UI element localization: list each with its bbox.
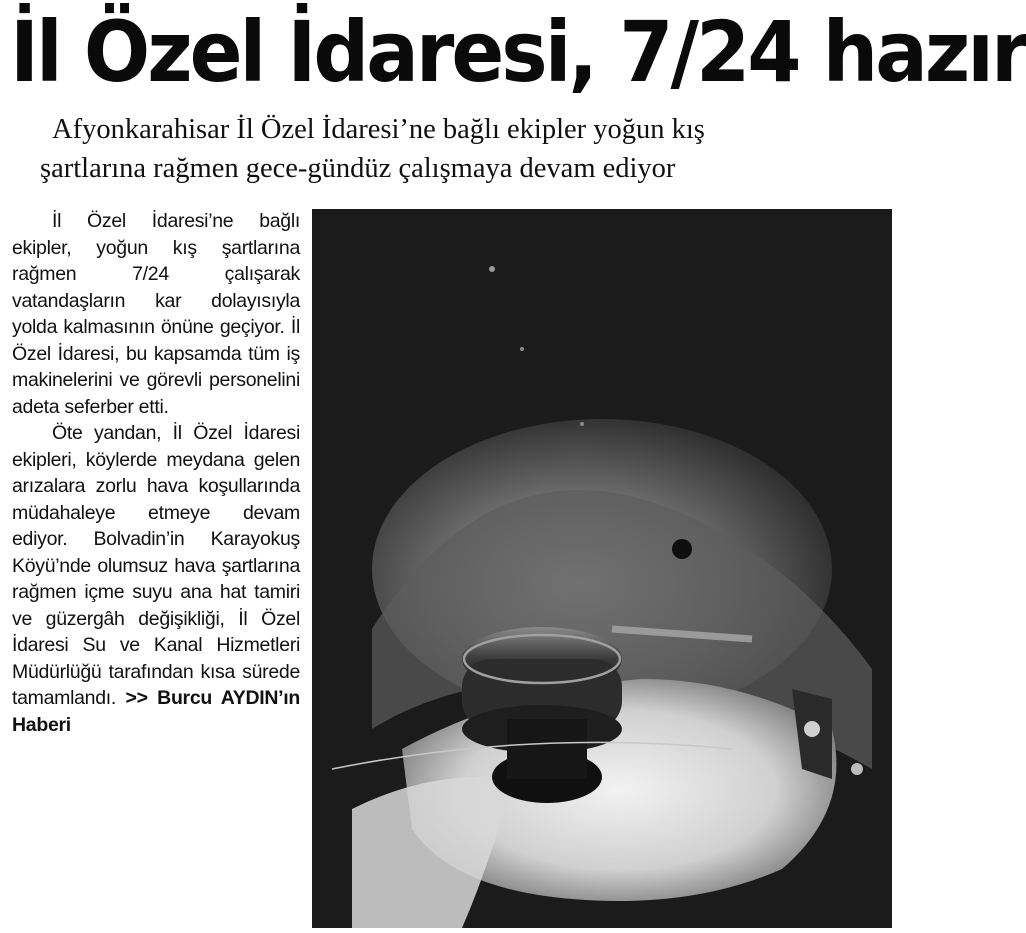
article-paragraph-1: İl Özel İdaresi’ne bağlı ekipler, yoğun kış şartlarına rağmen 7/24 çalışarak vatandaşların kar dolayısıyla yolda kalmasının önüne geçiyor. İl Özel İdaresi, bu kapsamda tüm iş makinelerini ve görevli personelini adeta seferber etti. xyxy=(12,210,300,418)
article-body xyxy=(12,208,300,738)
subheadline xyxy=(40,110,890,188)
byline: >> Burcu AYDIN’ın Haberi xyxy=(12,687,300,736)
article-paragraph-2 xyxy=(12,420,300,738)
article-paragraph-2-text: Öte yandan, İl Özel İdaresi ekipleri, köylerde meydana gelen arızalara zorlu hava koşullarında müdahaleye etmeye devam ediyor. Bolvadin’in Karayokuş Köyü’nde olumsuz hava şartlarına rağmen içme suyu ana hat tamiri ve güzergâh değişikliği, İl Özel İdaresi Su ve Kanal Hizmetleri Müdürlüğü tarafından kısa sürede tamamlandı. xyxy=(12,422,300,709)
subheadline-line-1: Afyonkarahisar İl Özel İdaresi’ne bağlı ekipler yoğun kış xyxy=(52,114,705,145)
news-photo xyxy=(312,209,892,928)
news-photo-illustration xyxy=(312,209,892,928)
subheadline-line-2: şartlarına rağmen gece-gündüz çalışmaya devam ediyor xyxy=(40,153,676,184)
headline: İl Özel İdaresi, 7/24 hazır xyxy=(10,4,1026,102)
